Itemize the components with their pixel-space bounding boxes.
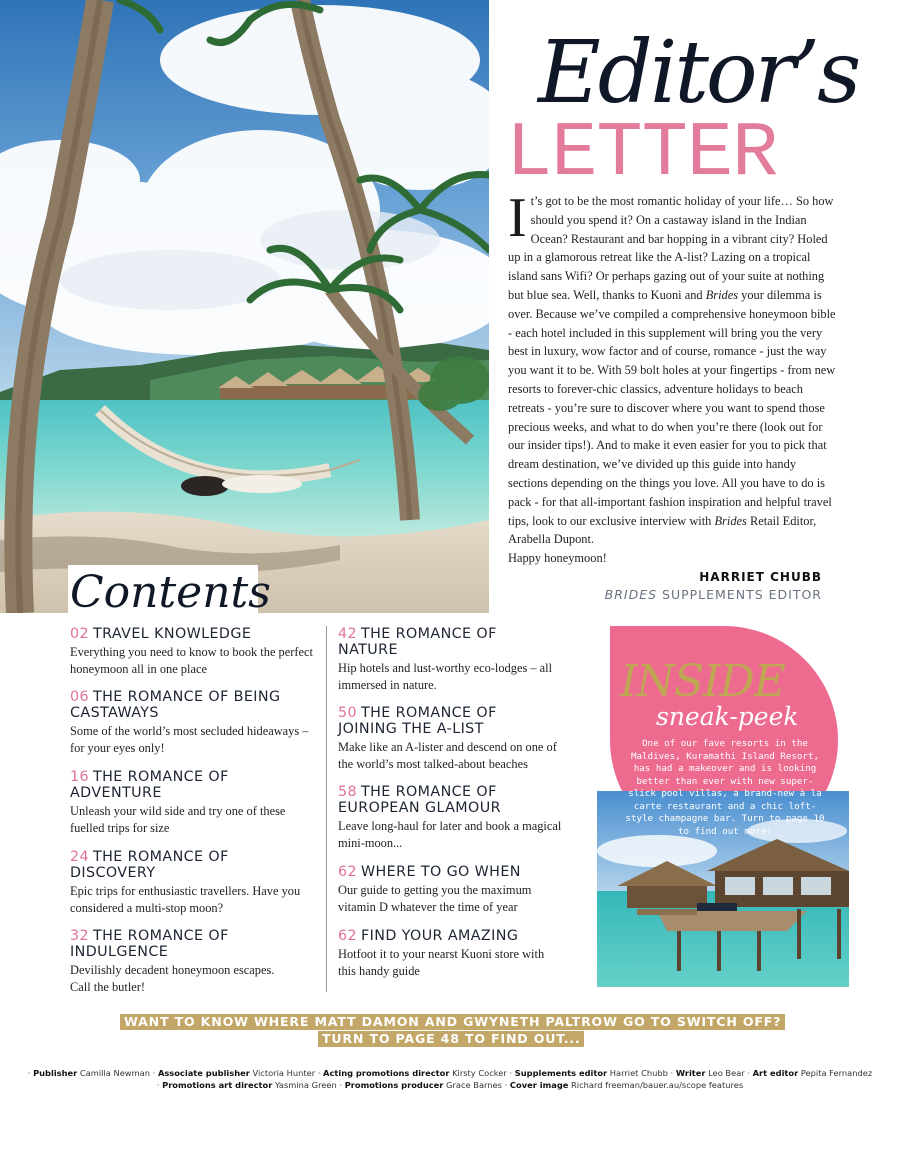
- entry-heading: [338, 928, 570, 944]
- entry-heading: [70, 849, 250, 881]
- title-editors: Editor’s: [538, 23, 859, 123]
- entry-description: Make like an A-lister and descend on one of the world’s most talked-about beaches: [338, 740, 557, 771]
- credit-name: Richard freeman/bauer.au/scope features: [571, 1080, 744, 1090]
- page-number: 42: [338, 626, 357, 642]
- entry-heading: [338, 784, 528, 816]
- entry-title: THE ROMANCE OF ADVENTURE: [70, 769, 229, 801]
- credit-name: Grace Barnes: [446, 1080, 502, 1090]
- contents-entry[interactable]: [70, 689, 322, 756]
- brand-brides: Brides: [705, 287, 739, 302]
- page-number: 32: [70, 928, 89, 944]
- credits-line-1: · Publisher Camilla Newman · Associate publisher Victoria Hunter · Acting promotions director Kirsty Cocker · Supplements editor Harriet Chubb · Writer Leo Bear · Art editor Pepita Fernandez: [27, 1068, 873, 1078]
- credit-role: Supplements editor: [514, 1068, 608, 1078]
- signature-brand: BRIDES: [604, 587, 658, 602]
- credits-line-2: · Promotions art director Yasmina Green · Promotions producer Grace Barnes · Cover image Richard freeman/bauer.au/scope features: [156, 1080, 744, 1090]
- contents-entry[interactable]: [70, 769, 322, 836]
- page-number: 58: [338, 784, 357, 800]
- entry-heading: [338, 626, 518, 658]
- promo-banner-line-1: WANT TO KNOW WHERE MATT DAMON AND GWYNETH PALTROW GO TO SWITCH OFF?: [120, 1014, 785, 1030]
- entry-title: THE ROMANCE OF DISCOVERY: [70, 849, 229, 881]
- entry-title: THE ROMANCE OF JOINING THE A-LIST: [338, 705, 497, 737]
- entry-title: THE ROMANCE OF NATURE: [338, 626, 497, 658]
- credit-role: Promotions art director: [162, 1080, 273, 1090]
- brand-brides: Brides: [714, 513, 747, 528]
- hero-photo: [0, 0, 489, 618]
- credit-role: Publisher: [33, 1068, 78, 1078]
- contents-entry[interactable]: [338, 705, 570, 772]
- entry-heading: [70, 928, 260, 960]
- signature-name: HARRIET CHUBB: [699, 570, 822, 584]
- credit-name: Victoria Hunter: [252, 1068, 316, 1078]
- entry-title: THE ROMANCE OF EUROPEAN GLAMOUR: [338, 784, 501, 816]
- entry-title: THE ROMANCE OF INDULGENCE: [70, 928, 229, 960]
- page-number: 16: [70, 769, 89, 785]
- promo-banner-line-2: TURN TO PAGE 48 TO FIND OUT...: [318, 1031, 584, 1047]
- signature-role-text: SUPPLEMENTS EDITOR: [657, 587, 822, 602]
- signature-role: [560, 587, 822, 602]
- credit-name: Leo Bear: [708, 1068, 745, 1078]
- entry-description: Our guide to getting you the maximum vitamin D whatever the time of year: [338, 883, 532, 914]
- credit-name: Harriet Chubb: [609, 1068, 668, 1078]
- credit-role: Art editor: [752, 1068, 799, 1078]
- entry-description: Devilishly decadent honeymoon escapes. Call the butler!: [70, 963, 275, 994]
- letter-closing: Happy honeymoon!: [508, 551, 607, 566]
- letter-paragraph: [508, 187, 836, 549]
- entry-heading: [338, 705, 528, 737]
- entry-description: Hotfoot it to your nearst Kuoni store with this handy guide: [338, 947, 545, 978]
- credit-name: Yasmina Green: [274, 1080, 337, 1090]
- contents-entry[interactable]: [338, 864, 570, 915]
- contents-entry[interactable]: [338, 928, 570, 979]
- entry-description: Leave long-haul for later and book a magical mini-moon...: [338, 819, 562, 850]
- credit-name: Kirsty Cocker: [452, 1068, 507, 1078]
- editor-letter-body: [508, 187, 836, 568]
- entry-title: WHERE TO GO WHEN: [361, 864, 521, 880]
- page-number: 24: [70, 849, 89, 865]
- contents-entry[interactable]: [70, 849, 322, 916]
- entry-description: Some of the world’s most secluded hideaways – for your eyes only!: [70, 724, 309, 755]
- entry-title: FIND YOUR AMAZING: [361, 928, 519, 944]
- entry-description: Everything you need to know to book the perfect honeymoon all in one place: [70, 645, 313, 676]
- contents-entry[interactable]: [70, 928, 322, 995]
- inside-text: One of our fave resorts in the Maldives, Kuramathi Island Resort, has had a makeover and is looking better than ever with new super-slick pool villas, a brand-new à la carte restaurant and a chic loft-style champagne bar. Turn to page 10 to find out more!: [625, 738, 825, 837]
- page-number: 62: [338, 928, 357, 944]
- letter-text: your dilemma is over. Because we’ve compiled a comprehensive honeymoon bible - each hotel included in this supplement will bring you the very best in luxury, wow factor and of course, romance - just the way you want it to be. With 59 bolt holes at your fingertips - from new resorts to forever-chic classics, adventure holidays to beach retreats - you’re sure to discover where you want to spend those precious weeks, and what to do when you’re there (look out for our insider tips!). And to make it even easier for you to pick that dream destination, we’ve divided up this guide into handy sections depending on the things you love. All you have to do is pack - for that all-important fashion inspiration and helpful travel tips, look to our exclusive interview with: [508, 287, 836, 528]
- entry-heading: [70, 769, 260, 801]
- page-number: 62: [338, 864, 357, 880]
- page-number: 06: [70, 689, 89, 705]
- page-number: 50: [338, 705, 357, 721]
- entry-heading: [70, 626, 322, 642]
- entry-heading: [338, 864, 570, 880]
- credit-role: Associate publisher: [157, 1068, 250, 1078]
- entry-description: Hip hotels and lust-worthy eco-lodges – all immersed in nature.: [338, 661, 553, 692]
- contents-heading: Contents: [70, 567, 271, 618]
- entry-title: TRAVEL KNOWLEDGE: [93, 626, 252, 642]
- credit-name: Camilla Newman: [79, 1068, 151, 1078]
- contents-entry[interactable]: [338, 626, 570, 693]
- entry-heading: [70, 689, 322, 721]
- inside-subtitle: sneak-peek: [656, 702, 799, 731]
- column-divider: [326, 626, 327, 992]
- contents-entry[interactable]: [338, 784, 570, 851]
- contents-entry[interactable]: [70, 626, 322, 677]
- inside-title: INSIDE: [620, 656, 785, 707]
- entry-description: Unleash your wild side and try one of these fuelled trips for size: [70, 804, 286, 835]
- credit-role: Acting promotions director: [323, 1068, 450, 1078]
- drop-cap: I: [508, 187, 527, 249]
- page-number: 02: [70, 626, 89, 642]
- letter-text: Retail Editor, Arabella Dupont.: [508, 513, 817, 547]
- credit-role: Writer: [675, 1068, 706, 1078]
- credit-name: Pepita Fernandez: [800, 1068, 873, 1078]
- entry-title: THE ROMANCE OF BEING CASTAWAYS: [70, 689, 281, 721]
- credit-role: Cover image: [509, 1080, 569, 1090]
- title-letter: LETTER: [506, 111, 778, 198]
- letter-text: t’s got to be the most romantic holiday of your life… So how should you spend it? On a castaway island in the Indian Ocean? Restaurant and bar hopping in a vibrant city? Holed up in a glamorous retreat like the A-list? Lazing on a tropical island sans Wifi? Or perhaps gazing out of your suite at nothing but blue sea. Well, thanks to Kuoni and: [508, 194, 834, 302]
- credit-role: Promotions producer: [344, 1080, 444, 1090]
- entry-description: Epic trips for enthusiastic travellers. Have you considered a multi-stop moon?: [70, 884, 301, 915]
